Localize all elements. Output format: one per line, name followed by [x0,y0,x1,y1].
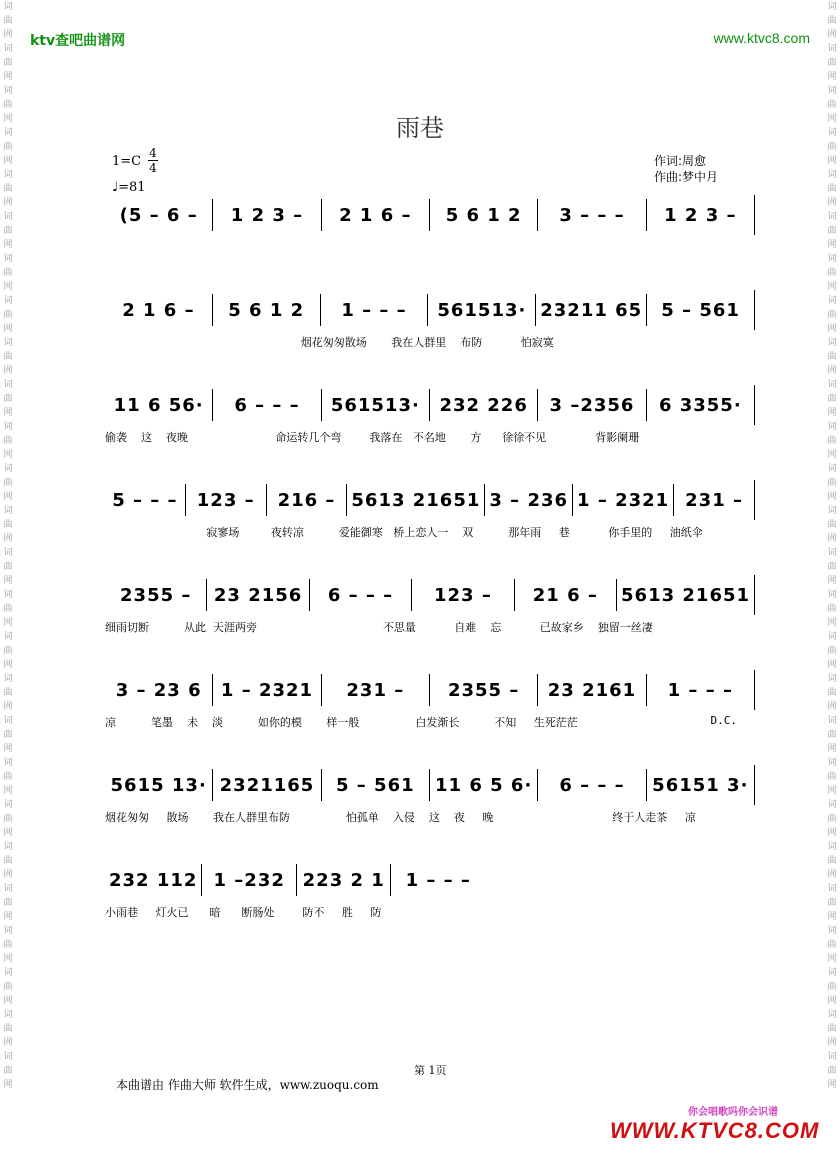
time-sig-top: 4 [149,146,157,160]
lyric-line: 细雨切断 从此 天涯两旁 不思量 自难 忘 已故家乡 独留一丝凄 [105,621,653,634]
measure: 5 – 561 [321,769,429,801]
measure: 2355 – [120,584,192,606]
notation-line [105,290,755,330]
site-url-right[interactable]: www.ktvc8.com [713,30,810,46]
footer-credit: 本曲谱由 作曲大师 软件生成，www.zuoqu.com [116,1078,379,1092]
measure: 23 2161 [537,674,645,706]
lyric-line: 凉 笔墨 未 淡 如你的模 样一般 白发渐长 不知 生死茫茫 [105,716,578,729]
measure: 1 – – – [320,294,428,326]
measure: 3 – 236 [484,484,572,516]
measure: 6 – – – [537,769,645,801]
measure: 232 226 [429,389,537,421]
measure: 1 – – – [646,674,754,706]
dc-mark: D.C. [710,714,737,727]
measure: 123 – [411,579,513,611]
measure: 11 6 5 6· [429,769,537,801]
measure: 2321165 [212,769,320,801]
measure: 2 1 6 – [122,299,195,321]
score-system [105,670,755,734]
notation-line [105,860,485,900]
score-system [105,385,755,449]
lyric-line: 寂寥场 夜转凉 爱能御寒 桥上恋人一 双 那年雨 巷 你手里的 油纸伞 [105,526,703,539]
measure: 23211 65 [535,294,646,326]
measure: 6 – – – [212,389,320,421]
measure: 1 –232 [201,864,296,896]
measure: 5 – – – [112,489,178,511]
measure: 231 – [321,674,429,706]
measure: 2355 – [429,674,537,706]
measure: 231 – [673,484,754,516]
measure: 1 – – – [390,864,485,896]
measure: 5 6 1 2 [212,294,320,326]
measure: 6 3355· [646,389,754,421]
score-system [105,575,755,639]
score-system [105,765,755,829]
notation-line [105,765,755,805]
score-system [105,860,755,924]
page-number: 第 1页 [414,1064,447,1077]
notation-line [105,480,755,520]
lyric-line [105,239,755,259]
measure: 6 – – – [309,579,411,611]
measure: 5613 21651 [346,484,484,516]
measure: 2 1 6 – [321,199,429,231]
measure: (5 – 6 – [119,204,198,226]
lyricist: 作词:周愈 [654,154,707,168]
measure: 1 – 2321 [572,484,673,516]
notation-line [105,575,755,615]
notation-line [105,195,755,235]
score-system [105,480,755,544]
measure: 216 – [266,484,347,516]
measure: 5 – 561 [646,294,754,326]
notation-line [105,385,755,425]
tempo-mark: ♩=81 [112,180,146,195]
lyric-line: 烟花匆匆散场 我在人群里 布防 怕寂寞 [105,336,554,349]
lyric-line: 偷袭 这 夜晚 命运转几个弯 我落在 不名地 方 徐徐不见 背影阑珊 [105,431,640,444]
side-watermark-left: 词曲网词曲网词曲网词曲网词曲网词曲网词曲网词曲网词曲网词曲网词曲网词曲网词曲网词曲网词曲网词曲网词曲网词曲网词曲网词曲网词曲网词曲网词曲网词曲网词曲网词曲网 [3,2,13,1090]
measure: 3 – – – [537,199,645,231]
measure: 1 2 3 – [212,199,320,231]
measure: 11 6 56· [113,394,204,416]
song-title: 雨巷 [396,114,444,142]
measure: 5 6 1 2 [429,199,537,231]
time-sig-bottom: 4 [149,161,157,175]
score-system [105,195,755,259]
measure: 561513· [427,294,535,326]
measure: 561513· [321,389,429,421]
notation-line [105,670,755,710]
key-signature: 1=C [112,154,142,169]
measure: 21 6 – [514,579,616,611]
measure: 123 – [185,484,266,516]
measure: 3 –2356 [537,389,645,421]
measure: 223 2 1 [296,864,391,896]
side-watermark-right: 词曲网词曲网词曲网词曲网词曲网词曲网词曲网词曲网词曲网词曲网词曲网词曲网词曲网词曲网词曲网词曲网词曲网词曲网词曲网词曲网词曲网词曲网词曲网词曲网词曲网词曲网 [827,2,837,1090]
measure: 232 112 [109,869,198,891]
measure: 1 2 3 – [646,199,754,231]
brand-slogan: 你会唱歌吗你会识谱 [688,1107,778,1118]
site-name-left: ktv查吧曲谱网 [30,33,126,49]
score-system [105,290,755,354]
measure: 3 – 23 6 [115,679,202,701]
score [105,195,755,924]
composer: 作曲:梦中月 [654,170,719,184]
lyric-line: 烟花匆匆 散场 我在人群里布防 怕孤单 入侵 这 夜 晚 终于人走茶 凉 [105,811,696,824]
lyric-line: 小雨巷 灯火已 暗 断肠处 防不 胜 防 [105,906,382,919]
measure: 1 – 2321 [212,674,320,706]
measure: 56151 3· [646,769,754,801]
brand-logo: WWW.KTVC8.COM [610,1118,820,1143]
measure: 5613 21651 [616,579,754,611]
measure: 5615 13· [110,774,207,796]
measure: 23 2156 [206,579,308,611]
time-signature [148,146,158,175]
credits [654,153,718,185]
